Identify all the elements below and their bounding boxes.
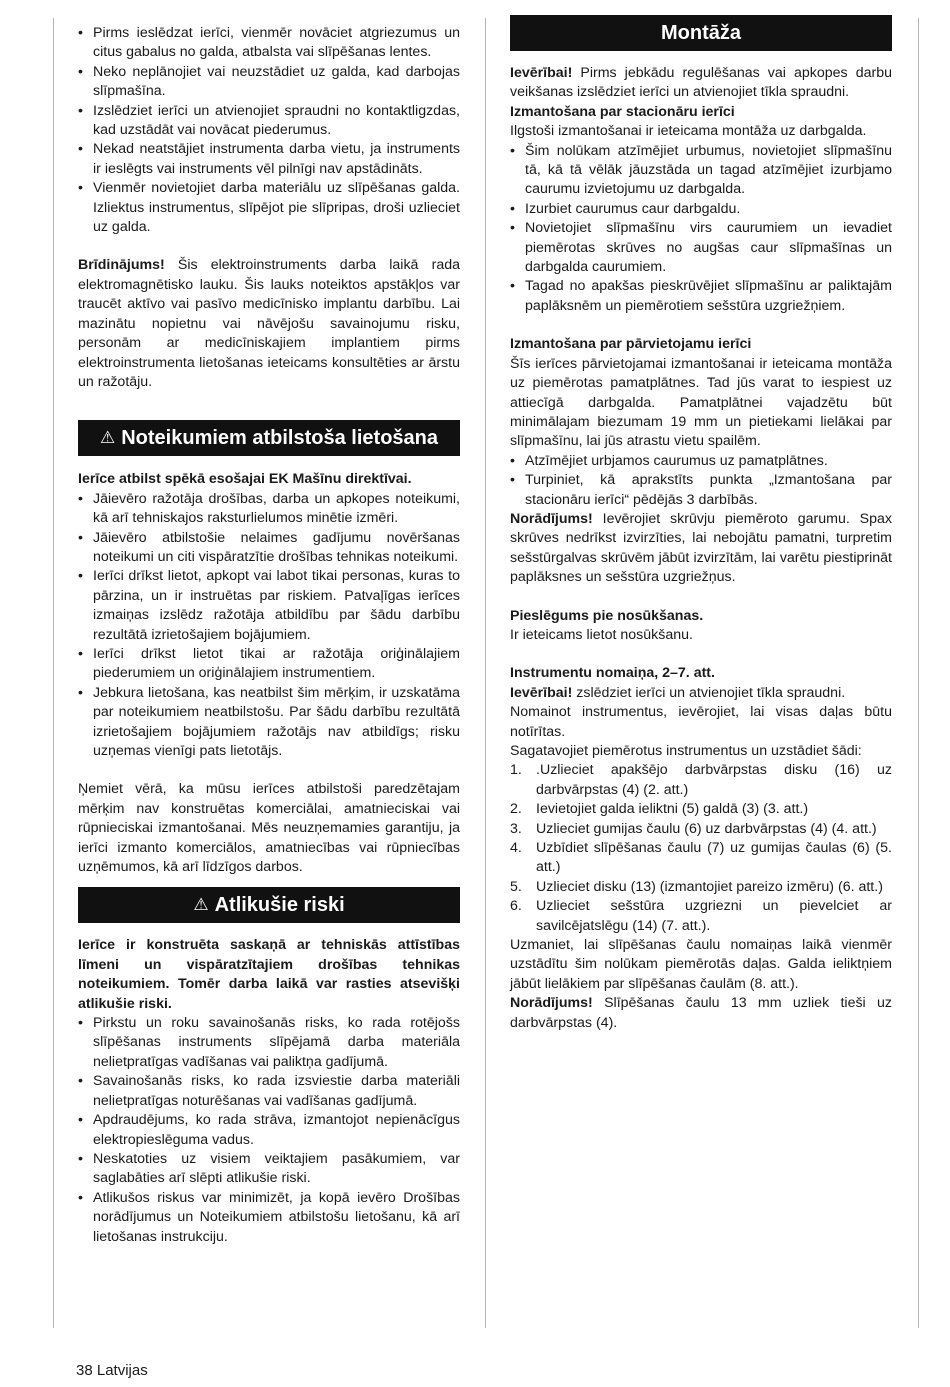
list-item: • Pirkstu un roku savainošanās risks, ko rada rotējošs slīpēšanas instruments slīpējamā darba materiāla nelietpratīgas vadīšanas vai paliktņa gadījumā.: [78, 1014, 460, 1072]
list-item: • Nekad neatstājiet instrumenta darba vietu, ja instruments ir ieslēgts vai instruments vēl pilnīgi nav apstādināts.: [78, 140, 460, 179]
right-column: [510, 15, 892, 1033]
warning-triangle-icon: ⚠: [99, 428, 116, 448]
tools-heading: Instrumentu nomaiņa, 2–7. att.: [510, 665, 715, 682]
assembly-section-heading: [510, 15, 892, 51]
step-text: .Uzlieciet apakšējo darbvārpstas disku (16) uz darbvārpstas (4) (2. att.): [536, 762, 892, 798]
step-item: [510, 820, 892, 839]
closing-note: Norādījums! Slīpēšanas čaulu 13 mm uzliek tieši uz darbvārpstas (4).: [510, 995, 892, 1031]
step-number: 2.: [510, 801, 522, 818]
portable-bullet-list: [510, 452, 892, 510]
dust-heading: Pieslēgums pie nosūkšanas.: [510, 607, 704, 624]
column-rule-left: [53, 18, 54, 1328]
list-item: • Šim nolūkam atzīmējiet urbumus, novietojiet slīpmašīnu tā, kā tā vēlāk jāuzstāda un tagad atzīmējiet izurbjamo caurumu izvietojumu uz darbgalda.: [510, 142, 892, 200]
list-item: • Savainošanās risks, ko rada izsviestie darba materiāli nelietpratīgas noturēšanas vai vadīšanas gadījumā.: [78, 1072, 460, 1111]
warning-text: Šis elektroinstruments darba laikā rada elektromagnētisko lauku. Šis lauks noteiktos apstākļos var traucēt aktīvo vai pasīvo medicīnisko implantu darbību. Lai mazinātu nopietnu vai nāvējošu savainojumu risku, personām ar medicīniskajiem implantiem pirms elektroinstrumenta lietošanas ieteicams konsultēties ar ārstu un ražotāju.: [78, 257, 460, 390]
usage-intro: Ierīce atbilst spēkā esošajai EK Mašīnu direktīvai.: [78, 471, 412, 488]
risks-section-heading: [78, 887, 460, 923]
risks-intro: Ierīce ir konstruēta saskaņā ar tehniskās attīstības līmeni un vispāratzītajiem drošības tehnikas noteikumiem. Tomēr darba laikā var rasties atsevišķi atlikušie riski.: [78, 937, 460, 1012]
closing-text: Uzmaniet, lai slīpēšanas čaulu nomaiņas laikā vienmēr uzstādītu šim nolūkam piemērotās daļas. Galda ieliktņiem jābūt lielākiem par slīpēšanas čaulām (8. att.).: [510, 937, 892, 992]
step-number: 4.: [510, 840, 522, 857]
step-item: [510, 897, 892, 936]
step-item: [510, 761, 892, 800]
usage-note: Ņemiet vērā, ka mūsu ierīces atbilstoši paredzētajam mērķim nav konstruētas komerciālai, amatnieciskai vai rūpnieciskai izmantošanai. Mēs neuzņemamies garantiju, ja ierīci izmanto komerciālos, amatniecības vai rūpniecības uzņēmumos, kā arī līdzīgos darbos.: [78, 781, 460, 876]
portable-note: Norādījums! Ievērojiet skrūvju piemēroto garumu. Spax skrūves nedrīkst izvirzīties, lai nebojātu pamatni, turpretim sešstūrgalvas skrūvēm jābūt izvirzītām, lai varētu piestiprināt paplāksnes un sešstūra uzgriežņus.: [510, 510, 892, 586]
usage-heading-text: Noteikumiem atbilstoša lietošana: [121, 427, 438, 450]
step-number: 1.: [510, 762, 522, 779]
list-item: • Tagad no apakšas pieskrūvējiet slīpmašīnu ar paliktajām paplāksnēm un piemērotiem sešstūra uzgriežņiem.: [510, 277, 892, 316]
tool-change-steps: [510, 761, 892, 936]
warning-triangle-icon: ⚠: [193, 895, 209, 915]
portable-text: Šīs ierīces pārvietojamai izmantošanai ir ieteicama montāža uz piemērotas pamatplātnes. Tad jūs varat to iespiest uz attiecīgā darbgalda. Pamatplātnei vajadzētu būt minimālajam biezumam 19 mm un pietiekami lielākai par slīpmašīnu, lai jūs atrastu vietu spailēm.: [510, 355, 892, 450]
step-item: [510, 878, 892, 897]
list-item: • Neskatoties uz visiem veiktajiem pasākumiem, var saglabāties arī slēpti atlikušie riski.: [78, 1150, 460, 1189]
stationary-text: Ilgstoši izmantošanai ir ieteicama montāža uz darbgalda.: [510, 123, 867, 140]
assembly-heading-text: Montāža: [661, 22, 741, 44]
stationary-heading: Izmantošana par stacionāru ierīci: [510, 103, 735, 120]
stationary-bullet-list: [510, 142, 892, 317]
list-item: • Atzīmējiet urbjamos caurumus uz pamatplātnes.: [510, 452, 892, 471]
list-item: • Jāievēro ražotāja drošības, darba un apkopes noteikumi, kā arī tehniskajos raksturlielumos minētie izmēri.: [78, 490, 460, 529]
tools-text-1: Nomainot instrumentus, ievērojiet, lai visas daļas būtu notīrītas.: [510, 704, 892, 740]
tools-text-2: Sagatavojiet piemērotus instrumentus un uzstādiet šādi:: [510, 743, 862, 759]
step-item: [510, 800, 892, 819]
risks-heading-text: Atlikušie riski: [214, 894, 345, 917]
dust-text: Ir ieteicams lietot nosūkšanu.: [510, 626, 693, 643]
list-item: • Izurbiet caurumus caur darbgaldu.: [510, 200, 892, 219]
list-item: • Turpiniet, kā aprakstīts punkta „Izmantošana par stacionāru ierīci“ pēdējās 3 darbībās.: [510, 471, 892, 510]
left-column: [78, 24, 460, 1247]
list-item: • Vienmēr novietojiet darba materiālu uz slīpēšanas galda. Izliektus instrumentus, slīpējot pie slīpripas, droši uzlieciet uz galda.: [78, 179, 460, 237]
list-item: • Ierīci drīkst lietot, apkopt vai labot tikai personas, kuras to pārzina, un ir instruētas par riskiem. Patvaļīgas ierīces izmaiņas izslēdz ražotāja atbildību par šādu darbību rezultātā izrietošajiem bojājumiem.: [78, 567, 460, 645]
step-text: Uzlieciet disku (13) (izmantojiet pareizo izmēru) (6. att.): [536, 878, 883, 895]
step-item: [510, 839, 892, 878]
list-item: • Jāievēro atbilstošie nelaimes gadījumu novēršanas noteikumi un citi vispāratzītie drošības tehnikas noteikumi.: [78, 529, 460, 568]
usage-bullet-list: [78, 490, 460, 762]
list-item: • Pirms ieslēdzat ierīci, vienmēr novāciet atgriezumus un citus gabalus no galda, atbalsta vai slīpēšanas lentes.: [78, 24, 460, 63]
page-footer: 38 Latvijas: [76, 1362, 148, 1379]
usage-section-heading: [78, 420, 460, 456]
emf-warning-paragraph: [78, 256, 460, 392]
step-number: 5.: [510, 878, 522, 895]
safety-bullet-list: [78, 24, 460, 237]
step-text: Uzlieciet sešstūra uzgriezni un pievelciet ar savilcējatslēgu (14) (7. att.).: [536, 898, 892, 934]
warning-label: Brīdinājums!: [78, 257, 165, 274]
list-item: • Novietojiet slīpmašīnu virs caurumiem un ievadiet piemērotas skrūves no augšas caur slīpmašīnas un darbgalda caurumiem.: [510, 219, 892, 277]
column-rule-right: [918, 18, 919, 1328]
list-item: • Apdraudējums, ko rada strāva, izmantojot nepienācīgus elektropieslēguma vadus.: [78, 1111, 460, 1150]
list-item: • Neko neplānojiet vai neuzstādiet uz galda, kad darbojas slīpmašīna.: [78, 63, 460, 102]
step-number: 6.: [510, 898, 522, 915]
step-text: Uzbīdiet slīpēšanas čaulu (7) uz gumijas čaulas (6) (5. att.): [536, 840, 892, 876]
step-text: Uzlieciet gumijas čaulu (6) uz darbvārpstas (4) (4. att.): [536, 820, 877, 837]
step-text: Ievietojiet galda ieliktni (5) galdā (3) (3. att.): [536, 801, 809, 818]
list-item: • Ierīci drīkst lietot tikai ar ražotāja oriģinālajiem piederumiem un oriģinālajiem instrumentiem.: [78, 645, 460, 684]
tools-caution: Ievērībai! zslēdziet ierīci un atvienojiet tīkla spraudni.: [510, 684, 846, 701]
portable-heading: Izmantošana par pārvietojamu ierīci: [510, 336, 752, 353]
assembly-caution: Ievērībai! Pirms jebkādu regulēšanas vai apkopes darbu veikšanas izslēdziet ierīci un atvienojiet tīkla spraudni.: [510, 65, 892, 101]
list-item: • Atlikušos riskus var minimizēt, ja kopā ievēro Drošības norādījumus un Noteikumiem atbilstošu lietošanu, kā arī lietošanas instrukciju.: [78, 1189, 460, 1247]
risks-bullet-list: [78, 1014, 460, 1247]
column-rule-middle: [485, 18, 486, 1328]
list-item: • Jebkura lietošana, kas neatbilst šim mērķim, ir uzskatāma par noteikumiem neatbilstošu. Par šādu darbību rezultātā izrietošajiem bojājumiem ražotājs nav atbildīgs; risku uzņemas vienīgi pats lietotājs.: [78, 684, 460, 762]
list-item: • Izslēdziet ierīci un atvienojiet spraudni no kontaktligzdas, kad uzstādāt vai novācat piederumus.: [78, 102, 460, 141]
step-number: 3.: [510, 820, 522, 837]
